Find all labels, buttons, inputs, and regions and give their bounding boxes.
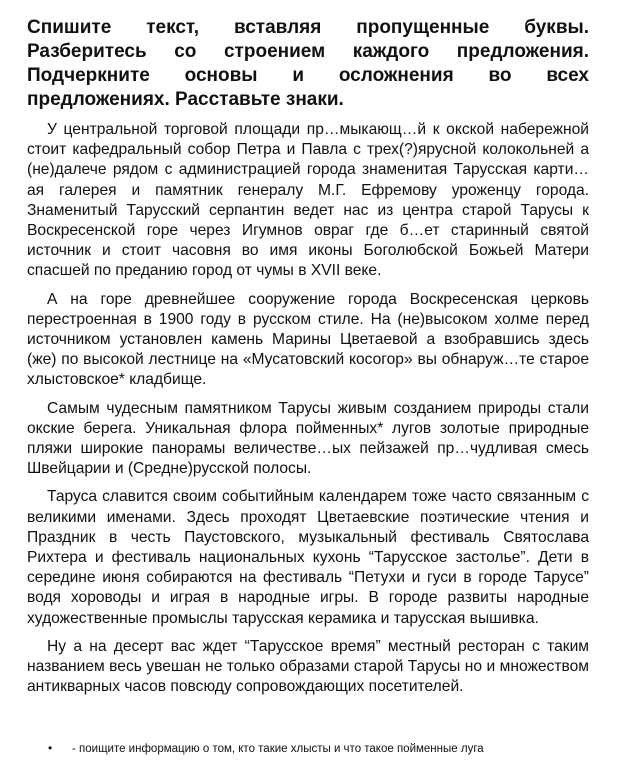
paragraph-2: А на горе древнейшее сооружение города Воскресенская церковь перестроенная в 1900 году в русском стиле. На (не)высоком холме перед источником установлен камень Марины Цветаевой а взобравшись здесь (же) по высокой лестнице на «Мусатовский косогор» вы обнаруж…те старое хлыстовское* кладбище. bbox=[27, 290, 589, 389]
bullet-icon: • bbox=[48, 741, 53, 755]
paragraph-4: Таруса славится своим событийным календарем тоже часто связанным с великими именами. Здесь проходят Цветаевские поэтические чтения и Праздник в честь Паустовского, музыкальный фестиваль Святослава Рихтера и фестиваль национальных кухонь “Тарусское застолье”. Дети в середине июня собираются на фестиваль “Петухи и гуси в городе Тарусе” водя хороводы и играя в народные игры. В городе развиты народные художественные промыслы тарусская керамика и тарусская вышивка. bbox=[27, 488, 589, 627]
task-instructions: Спишите текст, вставляя пропущенные буквы. Разберитесь со строением каждого предложения. Подчеркните основы и осложнения во всех предложениях. Расставьте знаки. bbox=[27, 17, 589, 110]
paragraph-1: У центральной торговой площади пр…мыкающ…й к окской набережной стоит кафедральный собор Петра и Павла с трех(?)ярусной колокольней а (не)далече рядом с администрацией города знаменитая Тарусская карти…ая галерея и памятник генералу М.Г. Ефремову уроженцу города. Знаменитый Тарусский серпантин ведет нас из центра старой Тарусы к Воскресенской горе через Игумнов овраг где б…ет старинный святой источник и стоит часовня во имя иконы Боголюбской Божьей Матери спасшей по преданию город от чумы в XVII веке. bbox=[27, 121, 589, 280]
document-body bbox=[27, 16, 589, 705]
paragraph-5: Ну а на десерт вас ждет “Тарусское время” местный ресторан с таким названием весь увешан не только образами старой Тарусы но и множеством антикварных часов повсюду сопровождающих посетителей. bbox=[27, 637, 589, 696]
footnote-text: - поищите информацию о том, кто такие хлысты и что такое пойменные луга bbox=[72, 743, 484, 755]
footnote bbox=[48, 741, 484, 756]
paragraph-3: Самым чудесным памятником Тарусы живым созданием природы стали окские берега. Уникальная флора пойменных* лугов золотые природные пляжи широкие панорамы величестве…ых пейзажей пр…чудливая смесь Швейцарии и (Средне)русской полосы. bbox=[27, 399, 589, 478]
